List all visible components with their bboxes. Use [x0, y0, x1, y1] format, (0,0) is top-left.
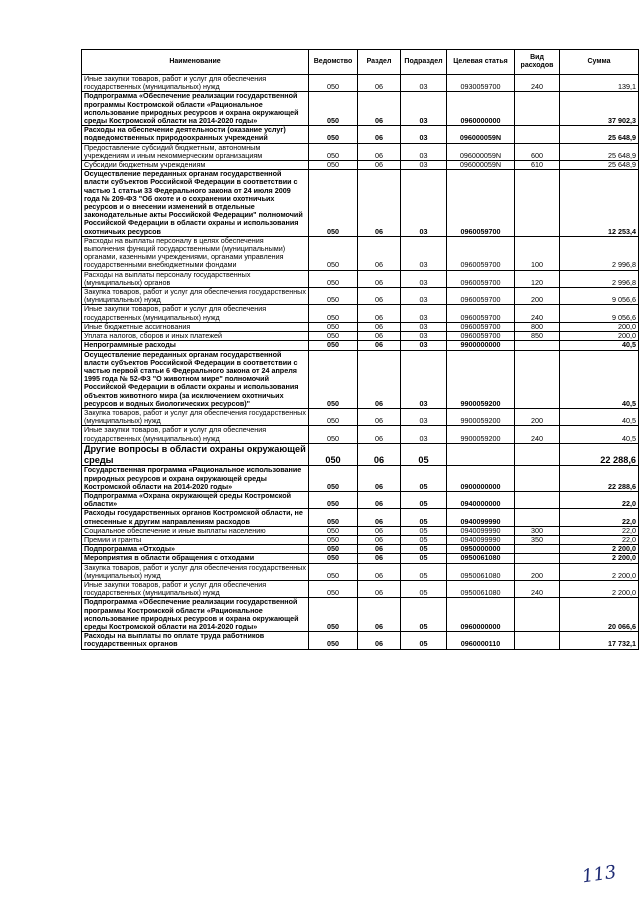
cell-name: Предоставление субсидий бюджетным, автономным учреждениям и иным некоммерческим организациям: [82, 143, 309, 160]
table-row: [82, 332, 639, 341]
cell-cel: [447, 443, 515, 466]
cell-cel: 0960000000: [447, 92, 515, 126]
cell-pod: 05: [401, 509, 447, 526]
cell-sum: 9 056,6: [560, 305, 639, 322]
cell-name: Иные закупки товаров, работ и услуг для обеспечения государственных (муниципальных) нужд: [82, 75, 309, 92]
cell-vid: [515, 443, 560, 466]
table-row: [82, 170, 639, 237]
cell-cel: 9900059200: [447, 408, 515, 425]
cell-ved: 050: [309, 161, 358, 170]
table-row: [82, 270, 639, 287]
cell-pod: 03: [401, 408, 447, 425]
cell-ved: 050: [309, 170, 358, 237]
cell-sum: 2 200,0: [560, 554, 639, 563]
cell-pod: 05: [401, 526, 447, 535]
cell-cel: 0960000000: [447, 598, 515, 632]
cell-sum: 2 200,0: [560, 580, 639, 597]
cell-ved: 050: [309, 143, 358, 160]
cell-ved: 050: [309, 126, 358, 143]
table-row: [82, 563, 639, 580]
cell-pod: 05: [401, 545, 447, 554]
cell-name: Иные закупки товаров, работ и услуг для обеспечения государственных (муниципальных) нужд: [82, 426, 309, 443]
cell-ved: 050: [309, 535, 358, 544]
cell-pod: 03: [401, 426, 447, 443]
cell-pod: 03: [401, 170, 447, 237]
cell-sum: 40,5: [560, 426, 639, 443]
cell-vid: [515, 170, 560, 237]
cell-ved: 050: [309, 509, 358, 526]
header-razdel: Раздел: [358, 50, 401, 75]
cell-sum: 200,0: [560, 322, 639, 331]
cell-raz: 06: [358, 170, 401, 237]
cell-cel: 9900059200: [447, 350, 515, 408]
header-podrazdel: Подраздел: [401, 50, 447, 75]
cell-cel: 0950061080: [447, 580, 515, 597]
cell-raz: 06: [358, 270, 401, 287]
cell-cel: 0960059700: [447, 270, 515, 287]
cell-name: Подпрограмма «Обеспечение реализации государственной программы Костромской области «Рациональное использование природных ресурсов и охрана окружающей среды Костромской области на 2014-2020 годы»: [82, 598, 309, 632]
cell-cel: 0960000110: [447, 632, 515, 649]
table-row: [82, 288, 639, 305]
cell-sum: 40,5: [560, 408, 639, 425]
handwritten-page-number: 113: [580, 861, 618, 888]
cell-pod: 03: [401, 288, 447, 305]
cell-vid: 200: [515, 408, 560, 425]
table-row: [82, 554, 639, 563]
cell-cel: 0960059700: [447, 236, 515, 270]
cell-vid: 240: [515, 75, 560, 92]
table-header-row: [82, 50, 639, 75]
cell-cel: 9900000000: [447, 341, 515, 350]
cell-pod: 03: [401, 92, 447, 126]
cell-pod: 03: [401, 126, 447, 143]
cell-cel: 0960059700: [447, 288, 515, 305]
cell-raz: 06: [358, 350, 401, 408]
cell-ved: 050: [309, 305, 358, 322]
cell-name: Иные бюджетные ассигнования: [82, 322, 309, 331]
cell-raz: 06: [358, 554, 401, 563]
cell-sum: 20 066,6: [560, 598, 639, 632]
cell-cel: 0900000000: [447, 466, 515, 492]
table-row: [82, 350, 639, 408]
cell-pod: 03: [401, 341, 447, 350]
cell-name: Расходы на выплаты по оплате труда работников государственных органов: [82, 632, 309, 649]
cell-raz: 06: [358, 632, 401, 649]
cell-cel: 0960059700: [447, 170, 515, 237]
cell-name: Расходы на обеспечение деятельности (оказание услуг) подведомственных природоохранных учреждений: [82, 126, 309, 143]
cell-sum: 2 996,8: [560, 236, 639, 270]
cell-vid: [515, 509, 560, 526]
table-row: [82, 426, 639, 443]
cell-sum: 25 648,9: [560, 143, 639, 160]
table-row: [82, 75, 639, 92]
cell-pod: 03: [401, 350, 447, 408]
cell-ved: 050: [309, 632, 358, 649]
cell-cel: 0940099990: [447, 509, 515, 526]
table-row: [82, 443, 639, 466]
cell-cel: 0940000000: [447, 491, 515, 508]
cell-sum: 2 200,0: [560, 545, 639, 554]
cell-cel: 0930059700: [447, 75, 515, 92]
cell-cel: 096000059N: [447, 161, 515, 170]
cell-ved: 050: [309, 92, 358, 126]
cell-ved: 050: [309, 236, 358, 270]
cell-ved: 050: [309, 491, 358, 508]
cell-vid: [515, 341, 560, 350]
cell-vid: [515, 491, 560, 508]
cell-sum: 139,1: [560, 75, 639, 92]
table-row: [82, 466, 639, 492]
cell-pod: 03: [401, 161, 447, 170]
cell-raz: 06: [358, 126, 401, 143]
cell-vid: [515, 350, 560, 408]
cell-cel: 0960059700: [447, 305, 515, 322]
cell-cel: 0940099990: [447, 526, 515, 535]
cell-raz: 06: [358, 288, 401, 305]
cell-ved: 050: [309, 580, 358, 597]
cell-sum: 40,5: [560, 341, 639, 350]
cell-raz: 06: [358, 535, 401, 544]
cell-vid: 610: [515, 161, 560, 170]
cell-sum: 25 648,9: [560, 126, 639, 143]
cell-vid: 600: [515, 143, 560, 160]
cell-ved: 050: [309, 598, 358, 632]
cell-name: Расходы государственных органов Костромской области, не отнесенные к другим направлениям расходов: [82, 509, 309, 526]
cell-sum: 22,0: [560, 526, 639, 535]
cell-sum: 17 732,1: [560, 632, 639, 649]
table-row: [82, 322, 639, 331]
cell-ved: 050: [309, 270, 358, 287]
cell-name: Расходы на выплаты персоналу в целях обеспечения выполнения функций государственными (муниципальными) органами, казенными учреждениями, органами управления государственными внебюджетными фондами: [82, 236, 309, 270]
cell-sum: 9 056,6: [560, 288, 639, 305]
cell-pod: 05: [401, 491, 447, 508]
cell-ved: 050: [309, 563, 358, 580]
table-row: [82, 509, 639, 526]
cell-name: Расходы на выплаты персоналу государственных (муниципальных) органов: [82, 270, 309, 287]
cell-raz: 06: [358, 341, 401, 350]
table-body: [82, 75, 639, 650]
table-row: [82, 632, 639, 649]
table-row: [82, 535, 639, 544]
cell-name: Иные закупки товаров, работ и услуг для обеспечения государственных (муниципальных) нужд: [82, 305, 309, 322]
cell-vid: 800: [515, 322, 560, 331]
cell-raz: 06: [358, 143, 401, 160]
cell-vid: 350: [515, 535, 560, 544]
cell-vid: 120: [515, 270, 560, 287]
cell-cel: 0950061080: [447, 554, 515, 563]
cell-name: Субсидии бюджетным учреждениям: [82, 161, 309, 170]
budget-table: [81, 49, 639, 650]
cell-raz: 06: [358, 92, 401, 126]
cell-vid: 300: [515, 526, 560, 535]
cell-ved: 050: [309, 443, 358, 466]
table-row: [82, 305, 639, 322]
cell-ved: 050: [309, 322, 358, 331]
cell-raz: 06: [358, 563, 401, 580]
cell-name: Непрограммные расходы: [82, 341, 309, 350]
cell-pod: 05: [401, 563, 447, 580]
cell-ved: 050: [309, 526, 358, 535]
cell-raz: 06: [358, 545, 401, 554]
cell-name: Подпрограмма «Охрана окружающей среды Костромской области»: [82, 491, 309, 508]
cell-pod: 03: [401, 270, 447, 287]
cell-ved: 050: [309, 466, 358, 492]
cell-vid: [515, 126, 560, 143]
cell-name: Премии и гранты: [82, 535, 309, 544]
cell-raz: 06: [358, 598, 401, 632]
cell-pod: 05: [401, 535, 447, 544]
table-row: [82, 143, 639, 160]
cell-vid: [515, 632, 560, 649]
cell-cel: 0960059700: [447, 332, 515, 341]
cell-name: Иные закупки товаров, работ и услуг для обеспечения государственных (муниципальных) нужд: [82, 580, 309, 597]
cell-ved: 050: [309, 545, 358, 554]
header-summa: Сумма: [560, 50, 639, 75]
cell-vid: 200: [515, 563, 560, 580]
cell-sum: 22,0: [560, 509, 639, 526]
table-row: [82, 580, 639, 597]
cell-raz: 06: [358, 161, 401, 170]
cell-vid: [515, 92, 560, 126]
cell-vid: 200: [515, 288, 560, 305]
cell-sum: 2 200,0: [560, 563, 639, 580]
cell-vid: [515, 598, 560, 632]
cell-raz: 06: [358, 426, 401, 443]
cell-raz: 06: [358, 332, 401, 341]
cell-sum: 22,0: [560, 491, 639, 508]
table-row: [82, 526, 639, 535]
table-row: [82, 598, 639, 632]
cell-pod: 03: [401, 332, 447, 341]
cell-name: Государственная программа «Рациональное использование природных ресурсов и охрана окружающей среды Костромской области на 2014-2020 годы»: [82, 466, 309, 492]
cell-pod: 05: [401, 466, 447, 492]
cell-sum: 22 288,6: [560, 443, 639, 466]
cell-name: Уплата налогов, сборов и иных платежей: [82, 332, 309, 341]
cell-ved: 050: [309, 408, 358, 425]
cell-cel: 096000059N: [447, 126, 515, 143]
header-celevaya: Целевая статья: [447, 50, 515, 75]
cell-cel: 9900059200: [447, 426, 515, 443]
cell-raz: 06: [358, 322, 401, 331]
cell-raz: 06: [358, 443, 401, 466]
table-row: [82, 236, 639, 270]
cell-pod: 03: [401, 143, 447, 160]
cell-raz: 06: [358, 580, 401, 597]
cell-pod: 05: [401, 554, 447, 563]
table-row: [82, 92, 639, 126]
cell-cel: 0950061080: [447, 563, 515, 580]
cell-ved: 050: [309, 332, 358, 341]
cell-pod: 05: [401, 632, 447, 649]
cell-raz: 06: [358, 491, 401, 508]
cell-name: Мероприятия в области обращения с отходами: [82, 554, 309, 563]
cell-ved: 050: [309, 350, 358, 408]
cell-name: Другие вопросы в области охраны окружающей среды: [82, 443, 309, 466]
cell-raz: 06: [358, 526, 401, 535]
cell-name: Закупка товаров, работ и услуг для обеспечения государственных (муниципальных) нужд: [82, 408, 309, 425]
cell-cel: 0940099990: [447, 535, 515, 544]
table-row: [82, 408, 639, 425]
cell-pod: 05: [401, 598, 447, 632]
cell-name: Закупка товаров, работ и услуг для обеспечения государственных (муниципальных) нужд: [82, 563, 309, 580]
cell-name: Осуществление переданных органам государственной власти субъектов Российской Федерации в соответствии с частью 1 статьи 33 Федерального закона от 24 июля 2009 года № 209-ФЗ "Об охоте и о сохранении охотничьих ресурсов и о внесении изменений в отдельные законодательные акты Российской Федерации" полномочий Российской Федерации в области охраны и использования охотничьих ресурсов: [82, 170, 309, 237]
table-row: [82, 545, 639, 554]
table-row: [82, 341, 639, 350]
cell-name: Подпрограмма «Отходы»: [82, 545, 309, 554]
cell-raz: 06: [358, 408, 401, 425]
cell-raz: 06: [358, 466, 401, 492]
cell-vid: 240: [515, 426, 560, 443]
header-vedomstvo: Ведомство: [309, 50, 358, 75]
cell-vid: 240: [515, 305, 560, 322]
cell-cel: 096000059N: [447, 143, 515, 160]
cell-vid: [515, 545, 560, 554]
cell-ved: 050: [309, 75, 358, 92]
cell-vid: [515, 466, 560, 492]
cell-raz: 06: [358, 305, 401, 322]
cell-vid: [515, 554, 560, 563]
cell-cel: 0960059700: [447, 322, 515, 331]
cell-raz: 06: [358, 236, 401, 270]
cell-pod: 05: [401, 580, 447, 597]
cell-cel: 0950000000: [447, 545, 515, 554]
cell-name: Закупка товаров, работ и услуг для обеспечения государственных (муниципальных) нужд: [82, 288, 309, 305]
table-row: [82, 126, 639, 143]
header-name: Наименование: [82, 50, 309, 75]
cell-sum: 12 253,4: [560, 170, 639, 237]
cell-sum: 22 288,6: [560, 466, 639, 492]
header-vid: Вид расходов: [515, 50, 560, 75]
cell-sum: 25 648,9: [560, 161, 639, 170]
cell-vid: 850: [515, 332, 560, 341]
table-row: [82, 161, 639, 170]
cell-pod: 03: [401, 236, 447, 270]
cell-pod: 03: [401, 322, 447, 331]
cell-ved: 050: [309, 554, 358, 563]
cell-vid: 240: [515, 580, 560, 597]
cell-name: Осуществление переданных органам государственной власти субъектов Российской Федерации в соответствии с частью первой статьи 6 Федерального закона от 24 апреля 1995 года № 52-ФЗ "О животном мире" полномочий Российской Федерации в области охраны и использования объектов животного мира (за исключением охотничьих ресурсов и водных биологических ресурсов)": [82, 350, 309, 408]
cell-vid: 100: [515, 236, 560, 270]
cell-ved: 050: [309, 288, 358, 305]
cell-sum: 40,5: [560, 350, 639, 408]
cell-sum: 22,0: [560, 535, 639, 544]
cell-sum: 2 996,8: [560, 270, 639, 287]
cell-raz: 06: [358, 509, 401, 526]
cell-pod: 03: [401, 75, 447, 92]
cell-sum: 37 902,3: [560, 92, 639, 126]
cell-pod: 05: [401, 443, 447, 466]
cell-sum: 200,0: [560, 332, 639, 341]
cell-name: Социальное обеспечение и иные выплаты населению: [82, 526, 309, 535]
cell-ved: 050: [309, 341, 358, 350]
table-row: [82, 491, 639, 508]
cell-ved: 050: [309, 426, 358, 443]
cell-raz: 06: [358, 75, 401, 92]
cell-pod: 03: [401, 305, 447, 322]
cell-name: Подпрограмма «Обеспечение реализации государственной программы Костромской области «Рациональное использование природных ресурсов и охрана окружающей среды Костромской области на 2014-2020 годы»: [82, 92, 309, 126]
